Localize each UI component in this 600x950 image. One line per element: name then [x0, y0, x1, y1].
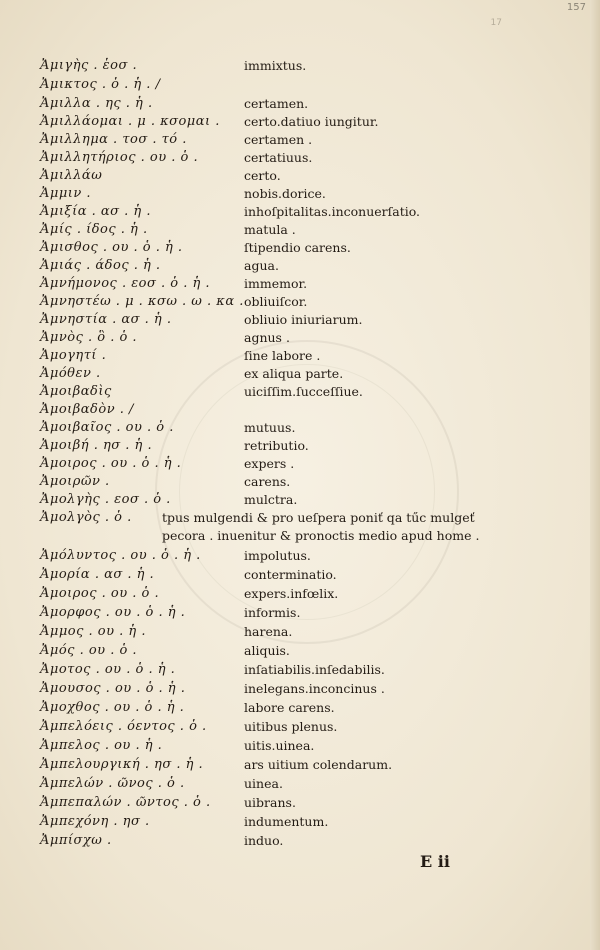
- entry-row: [0, 456, 590, 476]
- entry-row: [0, 132, 590, 152]
- greek-headword: Ἀμορφος . ου . ὁ . ἡ .: [40, 605, 186, 620]
- greek-headword: Ἀμπεχόνη . ησ .: [40, 814, 150, 829]
- latin-gloss: obliuio iniuriarum.: [244, 312, 363, 327]
- latin-gloss: informis.: [244, 605, 301, 620]
- entry-row: [0, 186, 590, 206]
- greek-headword: Ἀμπελουργική . ησ . ἡ .: [40, 757, 204, 772]
- greek-headword: Ἀμνηστία . ασ . ἡ .: [40, 312, 172, 327]
- latin-gloss: uitibus plenus.: [244, 719, 338, 734]
- latin-gloss: ex aliqua parte.: [244, 366, 344, 381]
- entry-row: [0, 719, 590, 739]
- latin-gloss: ars uitium colendarum.: [244, 757, 393, 772]
- greek-headword: Ἀμπελών . ῶνος . ὁ .: [40, 776, 185, 791]
- latin-gloss: uiciſſim.ſucceſſiue.: [244, 384, 363, 399]
- latin-gloss: inſatiabilis.inſedabilis.: [244, 662, 385, 677]
- entry-row: [0, 700, 590, 720]
- greek-headword: Ἀμμος . ου . ἡ .: [40, 624, 146, 639]
- entry-row: [0, 586, 590, 606]
- greek-headword: Ἀμπεπαλών . ῶντος . ὁ .: [40, 795, 211, 810]
- entry-row: [0, 168, 590, 188]
- entry-row: [0, 348, 590, 368]
- greek-headword: Ἀμός . ου . ὁ .: [40, 643, 138, 658]
- latin-gloss: induo.: [244, 833, 284, 848]
- greek-headword: Ἀμολγὸς . ὁ .: [40, 510, 132, 525]
- greek-headword: Ἀμοιρῶν .: [40, 474, 110, 489]
- latin-gloss: matula .: [244, 222, 296, 237]
- greek-headword: Ἀμνηστέω . μ . κσω . ω . κα .: [40, 294, 244, 309]
- greek-headword: Ἀμόλυντος . ου . ὁ . ἡ .: [40, 548, 201, 563]
- greek-headword: Ἀμόθεν .: [40, 366, 101, 381]
- greek-headword: Ἀμιλλημα . τοσ . τό .: [40, 132, 187, 147]
- entry-row: [0, 662, 590, 682]
- latin-gloss: immemor.: [244, 276, 308, 291]
- entry-row: [0, 474, 590, 494]
- entry-row: [0, 294, 590, 314]
- signature-mark: E ii: [420, 852, 450, 871]
- greek-headword: Ἀμιλλάω: [40, 168, 103, 183]
- entry-row: [0, 330, 590, 350]
- entry-row: [0, 366, 590, 386]
- latin-gloss: certo.: [244, 168, 281, 183]
- latin-gloss: certo.datiuo iungitur.: [244, 114, 379, 129]
- entry-row: [0, 240, 590, 260]
- entry-row: [0, 384, 590, 404]
- entry-row: [0, 567, 590, 587]
- greek-headword: Ἀμπίσχω .: [40, 833, 112, 848]
- latin-gloss: uitis.uinea.: [244, 738, 315, 753]
- latin-gloss: certatiuus.: [244, 150, 313, 165]
- greek-headword: Ἀμουσος . ου . ὁ . ἡ .: [40, 681, 186, 696]
- greek-headword: Ἀμοιβαδὶς: [40, 384, 112, 399]
- greek-headword: Ἀμικτος . ὁ . ἡ . /: [40, 77, 161, 92]
- greek-headword: Ἀμπελόεις . όεντος . ὁ .: [40, 719, 207, 734]
- latin-gloss: mulctra.: [244, 492, 298, 507]
- entry-row: [0, 776, 590, 796]
- greek-headword: Ἀμοιρος . ου . ὁ .: [40, 586, 160, 601]
- entry-row: [0, 548, 590, 568]
- latin-gloss: retributio.: [244, 438, 309, 453]
- entry-row: [0, 643, 590, 663]
- greek-headword: Ἀμοτος . ου . ὁ . ἡ .: [40, 662, 176, 677]
- greek-headword: Ἀμίς . ίδος . ἡ .: [40, 222, 148, 237]
- entry-row: [0, 438, 590, 458]
- latin-gloss: nobis.dorice.: [244, 186, 326, 201]
- latin-gloss: certamen.: [244, 96, 309, 111]
- latin-gloss: ſine labore .: [244, 348, 321, 363]
- entry-row: [0, 150, 590, 170]
- latin-gloss: ſtipendio carens.: [244, 240, 351, 255]
- latin-gloss: indumentum.: [244, 814, 329, 829]
- greek-headword: Ἀμιάς . άδος . ἡ .: [40, 258, 161, 273]
- entry-row: [0, 814, 590, 834]
- greek-headword: Ἀμορία . ασ . ἡ .: [40, 567, 155, 582]
- greek-headword: Ἀμοιρος . ου . ὁ . ἡ .: [40, 456, 182, 471]
- entry-row: [0, 58, 590, 78]
- latin-gloss: uinea.: [244, 776, 283, 791]
- greek-headword: Ἀμισθος . ου . ὁ . ἡ .: [40, 240, 183, 255]
- entry-row: [0, 402, 590, 422]
- greek-headword: Ἀμολγὴς . εοσ . ὁ .: [40, 492, 171, 507]
- greek-headword: Ἀμμιν .: [40, 186, 92, 201]
- latin-gloss: obliuiſcor.: [244, 294, 308, 309]
- greek-headword: Ἀμοιβαδὸν . /: [40, 402, 134, 417]
- greek-headword: Ἀμοιβή . ησ . ἡ .: [40, 438, 153, 453]
- greek-headword: Ἀμιξία . ασ . ἡ .: [40, 204, 151, 219]
- entry-row: [0, 420, 590, 440]
- latin-gloss: agua.: [244, 258, 279, 273]
- greek-headword: Ἀμνήμονος . εοσ . ὁ . ἡ .: [40, 276, 211, 291]
- long-entry-continuation: [0, 528, 590, 548]
- latin-gloss: aliquis.: [244, 643, 290, 658]
- long-entry-row: [0, 510, 590, 530]
- entry-row: [0, 276, 590, 296]
- latin-gloss: agnus .: [244, 330, 290, 345]
- greek-headword: Ἀμιλλα . ης . ἡ .: [40, 96, 153, 111]
- latin-gloss: mutuus.: [244, 420, 296, 435]
- entry-row: [0, 204, 590, 224]
- latin-gloss: uibrans.: [244, 795, 296, 810]
- latin-gloss: conterminatio.: [244, 567, 337, 582]
- greek-headword: Ἀμπελος . ου . ἡ .: [40, 738, 163, 753]
- entry-row: [0, 681, 590, 701]
- entry-row: [0, 605, 590, 625]
- latin-gloss: impolutus.: [244, 548, 311, 563]
- latin-gloss-line-2: pecora . inuenitur & pronoctis medio apud home .: [162, 528, 480, 543]
- latin-gloss: expers .: [244, 456, 295, 471]
- entry-row: [0, 77, 590, 97]
- entry-row: [0, 222, 590, 242]
- latin-gloss: expers.infœlix.: [244, 586, 339, 601]
- entry-row: [0, 624, 590, 644]
- entry-row: [0, 312, 590, 332]
- entry-row: [0, 258, 590, 278]
- entry-row: [0, 96, 590, 116]
- entry-row: [0, 738, 590, 758]
- latin-gloss-line-1: tpus mulgendi & pro ueſpera poniť qa tűc mulgeť: [162, 510, 475, 525]
- latin-gloss: inhoſpitalitas.inconuerſatio.: [244, 204, 421, 219]
- page-number: 17: [490, 18, 502, 28]
- entry-row: [0, 492, 590, 512]
- greek-headword: Ἀμογητί .: [40, 348, 107, 363]
- latin-gloss: inelegans.inconcinus .: [244, 681, 385, 696]
- greek-headword: Ἀμοιβαῖος . ου . ὁ .: [40, 420, 174, 435]
- entry-row: [0, 795, 590, 815]
- greek-headword: Ἀμοχθος . ου . ὁ . ἡ .: [40, 700, 185, 715]
- greek-headword: Ἀμνὸς . ὃ . ὁ .: [40, 330, 138, 345]
- greek-headword: Ἀμιλλάομαι . μ . κσομαι .: [40, 114, 220, 129]
- latin-gloss: harena.: [244, 624, 293, 639]
- latin-gloss: carens.: [244, 474, 291, 489]
- entry-row: [0, 833, 590, 853]
- latin-gloss: certamen .: [244, 132, 313, 147]
- folio-number: 157: [566, 2, 586, 13]
- latin-gloss: labore carens.: [244, 700, 335, 715]
- entry-row: [0, 114, 590, 134]
- greek-headword: Ἀμιγὴς . ἑοσ .: [40, 58, 138, 73]
- entry-row: [0, 757, 590, 777]
- greek-headword: Ἀμιλλητήριος . ου . ὁ .: [40, 150, 199, 165]
- latin-gloss: immixtus.: [244, 58, 307, 73]
